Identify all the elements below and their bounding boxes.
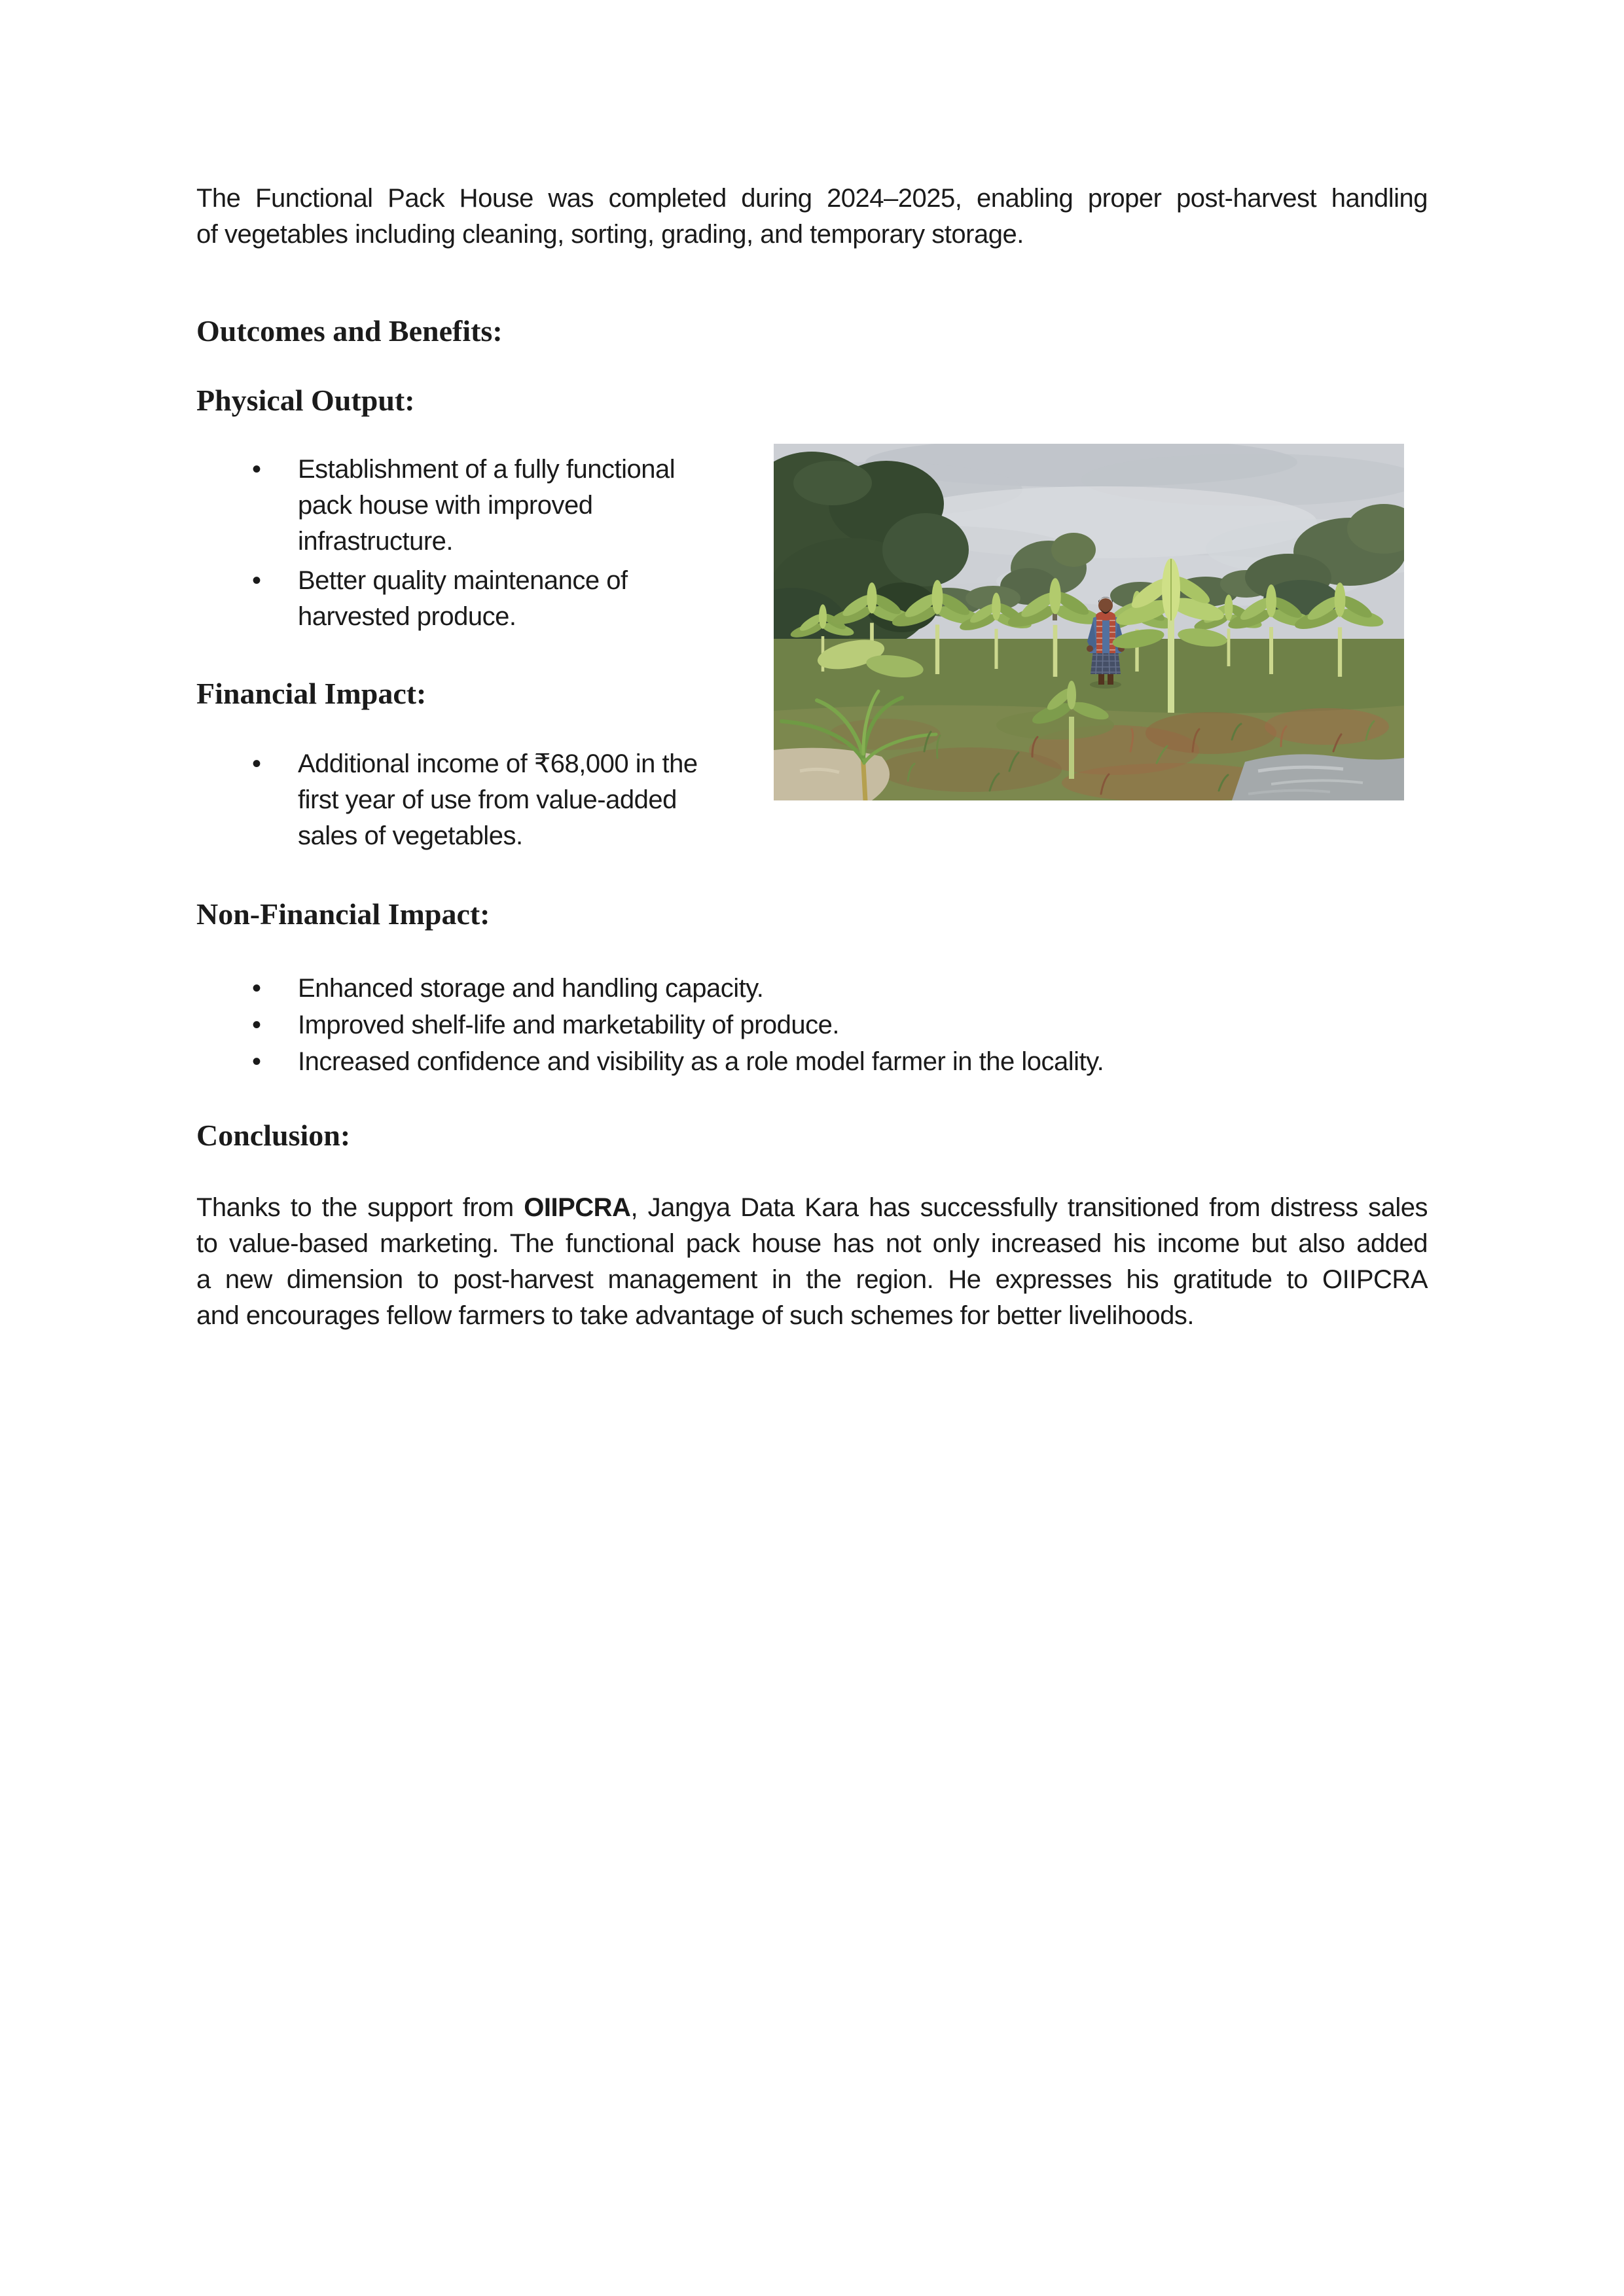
bullet-line: • Increased confidence and visibility as a role model farmer in the locality. [298, 1047, 1104, 1076]
list-item [196, 1007, 1428, 1043]
conclusion-paragraph [196, 1190, 1428, 1334]
bullet-line: pack house with improved [298, 491, 593, 520]
list-item [196, 1043, 1428, 1080]
non-financial-impact-list [196, 970, 1428, 1080]
non-financial-impact-heading: Non-Financial Impact: [196, 897, 490, 931]
list-item [196, 452, 774, 560]
field-photo-illustration [774, 444, 1404, 800]
conclusion-line: to value-based marketing. The functional pack house has not only increased his income but also added [196, 1229, 1428, 1258]
list-item [196, 970, 1428, 1007]
bullet-line: • Enhanced storage and handling capacity. [298, 974, 764, 1003]
conclusion-lead: Thanks to the support from [196, 1193, 524, 1222]
list-item [196, 563, 774, 635]
intro-line: of vegetables including cleaning, sorting, grading, and temporary storage. [196, 220, 1024, 249]
bullet-line: infrastructure. [298, 527, 454, 556]
conclusion-line: a new dimension to post-harvest management in the region. He expresses his gratitude to OIIPCRA [196, 1265, 1428, 1294]
financial-impact-heading: Financial Impact: [196, 677, 427, 710]
conclusion-rest: , Jangya Data Kara has successfully transitioned from distress sales [630, 1193, 1428, 1222]
bullet-line: harvested produce. [298, 602, 516, 631]
bullet-line: • Additional income of ₹68,000 in the [298, 749, 698, 778]
conclusion-line [196, 1190, 1428, 1226]
bullet-line: • Establishment of a fully functional [298, 455, 676, 484]
conclusion-line: and encourages fellow farmers to take advantage of such schemes for better livelihoods. [196, 1301, 1195, 1330]
intro-line: The Functional Pack House was completed during 2024–2025, enabling proper post-harvest handling [196, 184, 1428, 213]
list-item [196, 746, 774, 854]
bullet-line: sales of vegetables. [298, 821, 523, 850]
financial-impact-list [196, 746, 774, 854]
bullet-line: first year of use from value-added [298, 785, 677, 814]
oiipcra-bold-text: OIIPCRA [524, 1193, 631, 1222]
physical-output-heading: Physical Output: [196, 384, 415, 417]
left-column [196, 444, 774, 854]
physical-output-list [196, 444, 774, 635]
bullet-line: • Improved shelf-life and marketability of produce. [298, 1011, 840, 1039]
field-photo [774, 444, 1404, 800]
intro-paragraph [196, 181, 1428, 253]
conclusion-heading: Conclusion: [196, 1119, 351, 1152]
bullet-line: • Better quality maintenance of [298, 566, 628, 595]
outcomes-and-benefits-heading: Outcomes and Benefits: [196, 314, 503, 348]
two-column-section [196, 444, 1428, 854]
